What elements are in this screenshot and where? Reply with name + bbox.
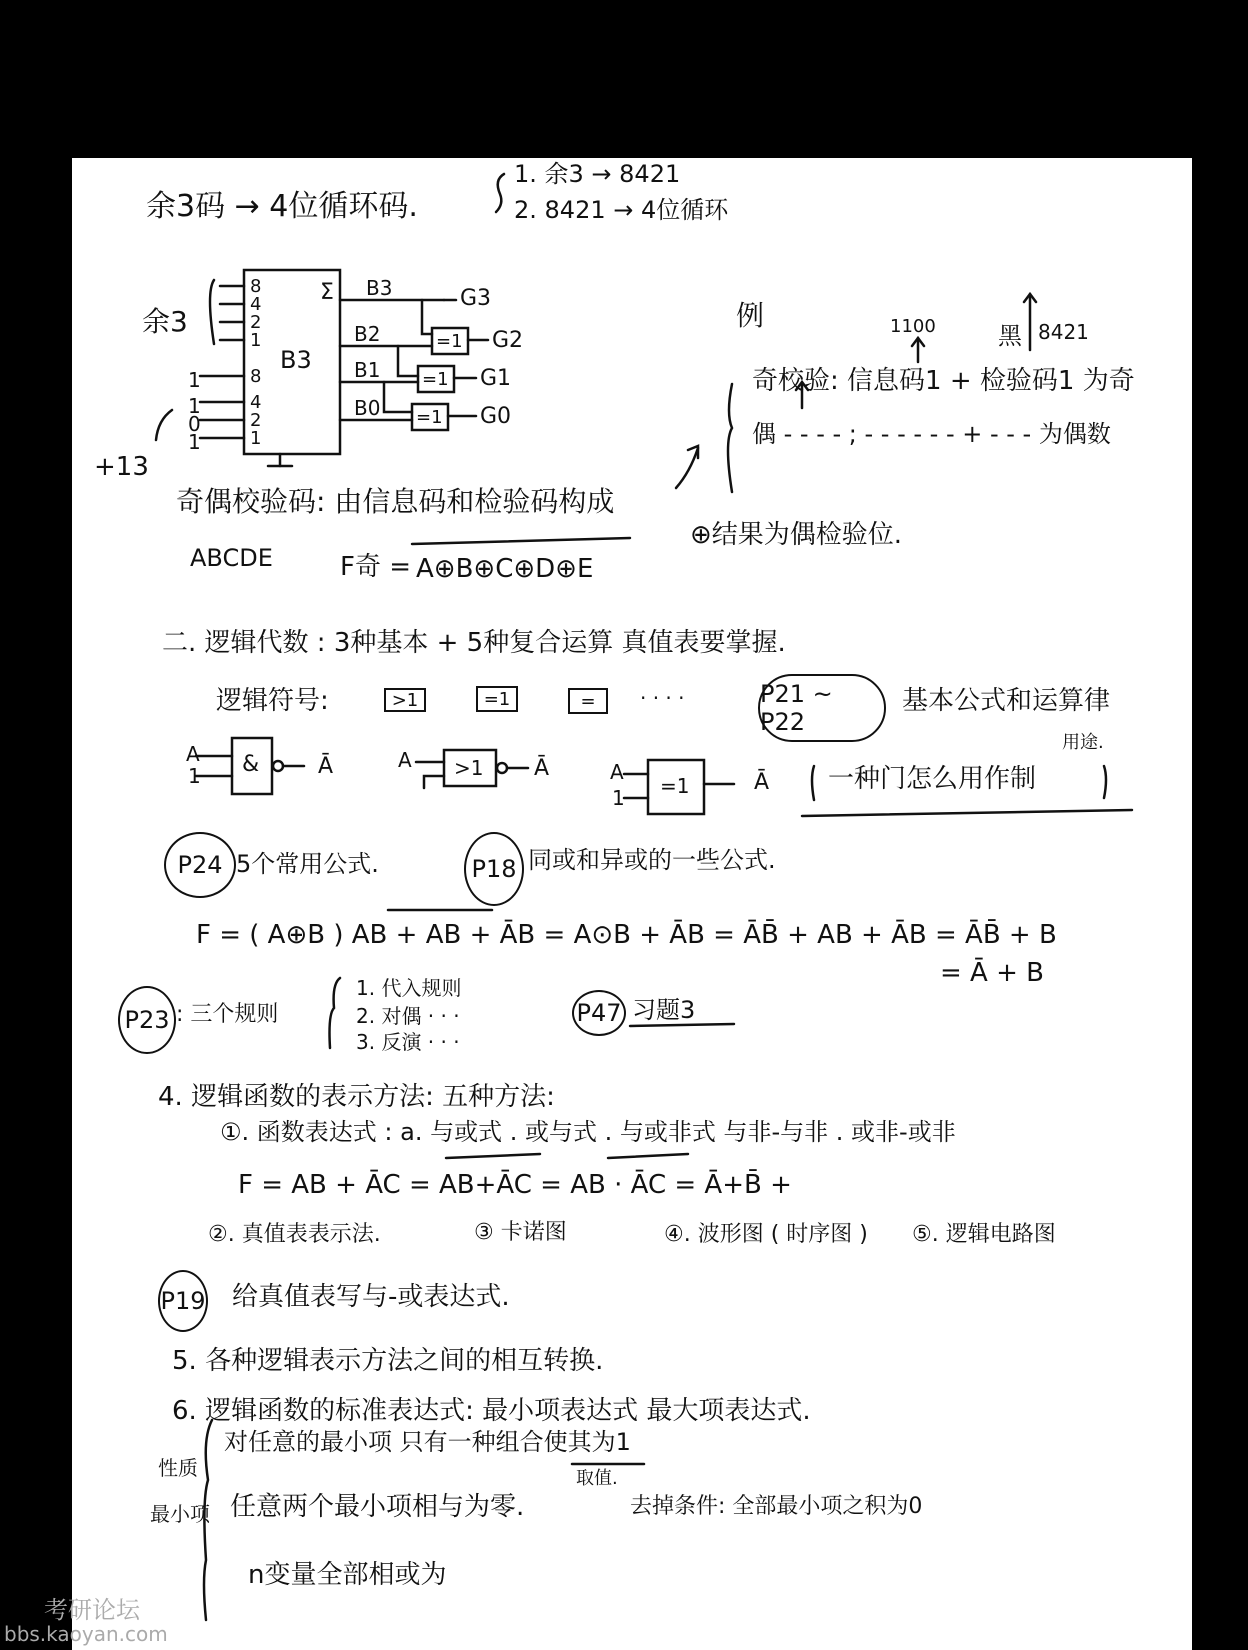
plus13-label: +13 [94, 452, 149, 482]
gate3-symbol: =1 [660, 774, 690, 798]
a-pin-1: 1 [250, 330, 262, 351]
gate3-in-1: 1 [612, 786, 625, 810]
b-pin-4: 4 [250, 392, 262, 413]
chip-label: B3 [280, 346, 312, 374]
title-line: 余3码 → 4位循环码. [146, 189, 418, 224]
output-g0: G0 [480, 404, 512, 429]
odd-parity-line: 奇校验: 信息码1 + 检验码1 为奇 [752, 366, 1135, 396]
minterm-sub-1: 取值. [576, 1468, 618, 1489]
usage-text: 一种门怎么用作制 [828, 764, 1037, 794]
section4-item2: ②. 真值表表示法. [208, 1222, 381, 1247]
symbol-ellipsis: · · · · [640, 686, 685, 710]
watermark-title: 考研论坛 [44, 1596, 140, 1624]
gate2-in-a: A [398, 748, 412, 772]
p47-text: 习题3 [632, 996, 696, 1024]
b-input-1: 1 [188, 368, 201, 392]
f-odd-label: F奇 = [340, 552, 412, 582]
p24-text: 5个常用公式. [236, 850, 379, 878]
prefix-char: 黑 [998, 322, 1022, 350]
usage-top: 用途. [1062, 732, 1104, 753]
even-parity-line: 偶 - - - - ; - - - - - - + - - - 为偶数 [752, 420, 1111, 448]
a-pin-4: 4 [250, 294, 262, 315]
sigma-symbol: Σ [320, 280, 334, 305]
gate2-symbol: >1 [454, 756, 484, 780]
watermark-url: bbs.kaoyan.com [4, 1622, 168, 1646]
section4-item1: ①. 函数表达式 : a. 与或式 . 或与式 . 与或非式 与非-与非 . 或非-或非 [220, 1118, 956, 1146]
output-b2: B2 [354, 322, 381, 346]
f-odd-expression: A⊕B⊕C⊕D⊕E [416, 554, 594, 584]
symbol-xnor: = [568, 688, 608, 714]
page-ref-p47: P47 [572, 990, 626, 1036]
page-ref-note: 基本公式和运算律 [902, 686, 1111, 716]
p18-text: 同或和异或的一些公式. [528, 846, 776, 874]
section4-item3: ③ 卡诺图 [474, 1220, 567, 1245]
rules-label: : 三个规则 [176, 1002, 279, 1027]
minterm-line-3: n变量全部相或为 [248, 1560, 447, 1590]
output-g3: G3 [460, 286, 492, 311]
gate1-symbol: & [242, 752, 260, 777]
section4-expr: F = AB + ĀC = AB+ĀC = AB · ĀC = Ā+B̄ + [238, 1170, 792, 1200]
symbols-label: 逻辑符号: [216, 686, 329, 716]
xor-gate-1: =1 [436, 331, 463, 352]
output-b1: B1 [354, 358, 381, 382]
rule-2: 2. 对偶 · · · [356, 1004, 460, 1028]
rule-3: 3. 反演 · · · [356, 1030, 460, 1054]
gate1-out: Ā [318, 754, 334, 779]
gate2-out: Ā [534, 756, 550, 781]
value-1100: 1100 [890, 316, 936, 337]
parity-vars: ABCDE [190, 544, 273, 572]
example-label: 例 [736, 299, 765, 332]
b-input-3: 0 [188, 412, 201, 436]
gate3-out: Ā [754, 770, 770, 795]
minterm-right-note: 去掉条件: 全部最小项之积为0 [630, 1494, 923, 1519]
section5: 5. 各种逻辑表示方法之间的相互转换. [172, 1346, 604, 1376]
section6: 6. 逻辑函数的标准表达式: 最小项表达式 最大项表达式. [172, 1396, 811, 1426]
b-input-2: 1 [188, 394, 201, 418]
section2-heading: 二. 逻辑代数 : 3种基本 + 5种复合运算 真值表要掌握. [162, 628, 786, 658]
formula-line-1: F = ( A⊕B ) AB + AB + ĀB = A⊙B + ĀB = ĀB̄ + AB + ĀB = ĀB̄ + B [196, 920, 1057, 950]
scanned-page [72, 158, 1192, 1650]
output-g1: G1 [480, 366, 512, 391]
rule-1: 1. 代入规则 [356, 976, 462, 1000]
page-ref-p19: P19 [158, 1270, 208, 1332]
parity-note: ⊕结果为偶检验位. [690, 520, 903, 550]
page-ref-p18: P18 [464, 832, 524, 906]
output-g2: G2 [492, 328, 524, 353]
minterm-side-top: 性质 [158, 1456, 198, 1480]
a-pin-2: 2 [250, 312, 262, 333]
gate1-in-a: A [186, 742, 200, 766]
b-pin-1: 1 [250, 428, 262, 449]
b-input-4: 1 [188, 430, 201, 454]
xor-gate-3: =1 [416, 407, 443, 428]
symbol-or: >1 [384, 688, 426, 712]
xor-gate-2: =1 [422, 369, 449, 390]
step-2: 2. 8421 → 4位循环 [514, 196, 729, 224]
b-pin-8: 8 [250, 366, 262, 387]
gate3-in-a: A [610, 760, 624, 784]
output-b3: B3 [366, 276, 393, 300]
minterm-line-2: 任意两个最小项相与为零. [230, 1492, 525, 1522]
gate1-in-1: 1 [188, 764, 201, 788]
output-b0: B0 [354, 396, 381, 420]
a-pin-8: 8 [250, 276, 262, 297]
page-ref-p23: P23 [118, 986, 176, 1054]
page-ref-p24: P24 [164, 832, 236, 898]
b-pin-2: 2 [250, 410, 262, 431]
page-ref-p21-p22: P21 ~ P22 [758, 674, 886, 742]
minterm-line-1: 对任意的最小项 只有一种组合使其为1 [224, 1428, 631, 1456]
section4-item4: ④. 波形图 ( 时序图 ) [664, 1222, 868, 1247]
formula-line-2: = Ā + B [940, 958, 1044, 988]
symbol-xor: =1 [476, 686, 518, 712]
p19-text: 给真值表写与-或表达式. [232, 1282, 510, 1312]
excess3-label: 余3 [142, 305, 188, 338]
section4-heading: 4. 逻辑函数的表示方法: 五种方法: [158, 1082, 555, 1112]
value-8421: 8421 [1038, 320, 1089, 344]
parity-heading: 奇偶校验码: 由信息码和检验码构成 [176, 485, 615, 518]
step-1: 1. 余3 → 8421 [514, 160, 681, 188]
minterm-side-bottom: 最小项 [150, 1502, 210, 1526]
section4-item5: ⑤. 逻辑电路图 [912, 1222, 1056, 1247]
